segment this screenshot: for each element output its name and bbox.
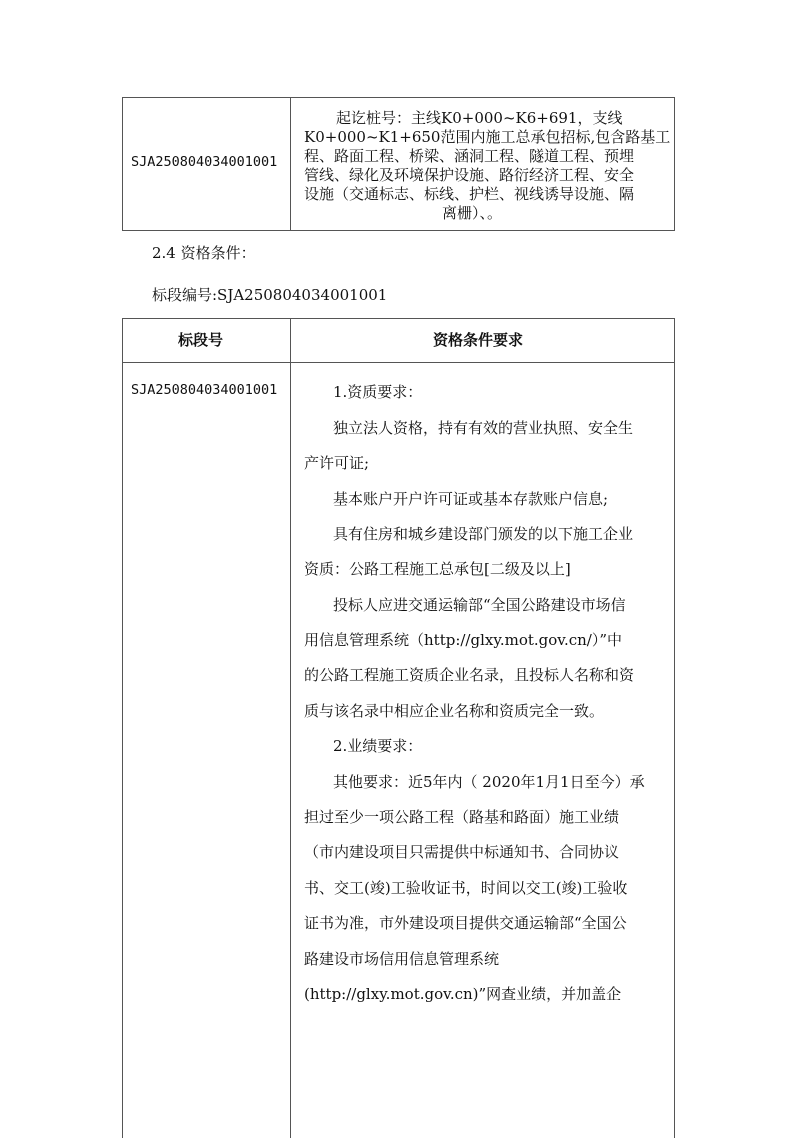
qualification-heading: 2.4 资格条件： (152, 244, 256, 262)
requirement-line: 基本账户开户许可证或基本存款账户信息; (333, 490, 609, 508)
requirement-line: 独立法人资格，持有有效的营业执照、安全生 (333, 419, 634, 437)
requirement-line: 路建设市场信用信息管理系统 (304, 950, 500, 968)
qualification-table (122, 318, 675, 1138)
scope-line: 管线、绿化及环境保护设施、路衍经济工程、安全 (304, 166, 635, 184)
requirement-line: （市内建设项目只需提供中标通知书、合同协议 (304, 843, 620, 861)
requirement-line: 1.资质要求： (333, 383, 423, 401)
scope-section-id: SJA250804034001001 (131, 154, 278, 170)
header-section-number: 标段号 (178, 331, 224, 349)
requirement-line: 投标人应进交通运输部“全国公路建设市场信 (333, 596, 626, 614)
requirement-line: 产许可证; (304, 454, 370, 472)
requirement-line: 具有住房和城乡建设部门颁发的以下施工企业 (333, 525, 634, 543)
header-divider (123, 362, 674, 363)
requirement-line: 资质：公路工程施工总承包[二级及以上] (304, 560, 571, 578)
scope-line: K0+000~K1+650范围内施工总承包招标,包含路基工 (304, 128, 671, 146)
scope-line: 起讫桩号：主线K0+000~K6+691，支线 (336, 109, 623, 127)
requirement-line: 书、交工(竣)工验收证书，时间以交工(竣)工验收 (304, 879, 628, 897)
section-number-line: 标段编号:SJA250804034001001 (152, 286, 388, 304)
requirement-line: 2.业绩要求： (333, 737, 423, 755)
requirement-line: 用信息管理系统（http://glxy.mot.gov.cn/）”中 (304, 631, 623, 649)
scope-line: 设施（交通标志、标线、护栏、视线诱导设施、隔 (304, 185, 635, 203)
requirement-line: 担过至少一项公路工程（路基和路面）施工业绩 (304, 808, 620, 826)
requirement-line: 证书为准，市外建设项目提供交通运输部“全国公 (304, 914, 627, 932)
header-requirements: 资格条件要求 (433, 331, 524, 349)
requirement-line: (http://glxy.mot.gov.cn)”网查业绩，并加盖企 (304, 985, 622, 1003)
column-divider (290, 319, 291, 1138)
requirement-line: 的公路工程施工资质企业名录，且投标人名称和资 (304, 666, 635, 684)
requirement-line: 质与该名录中相应企业名称和资质完全一致。 (304, 702, 605, 720)
qual-section-id: SJA250804034001001 (131, 382, 278, 398)
scope-line: 程、路面工程、桥梁、涵洞工程、隧道工程、预埋 (304, 147, 635, 165)
scope-line: 离栅）、。 (442, 204, 503, 222)
requirement-line: 其他要求：近5年内（ 2020年1月1日至今）承 (333, 773, 645, 791)
column-divider (290, 98, 291, 230)
